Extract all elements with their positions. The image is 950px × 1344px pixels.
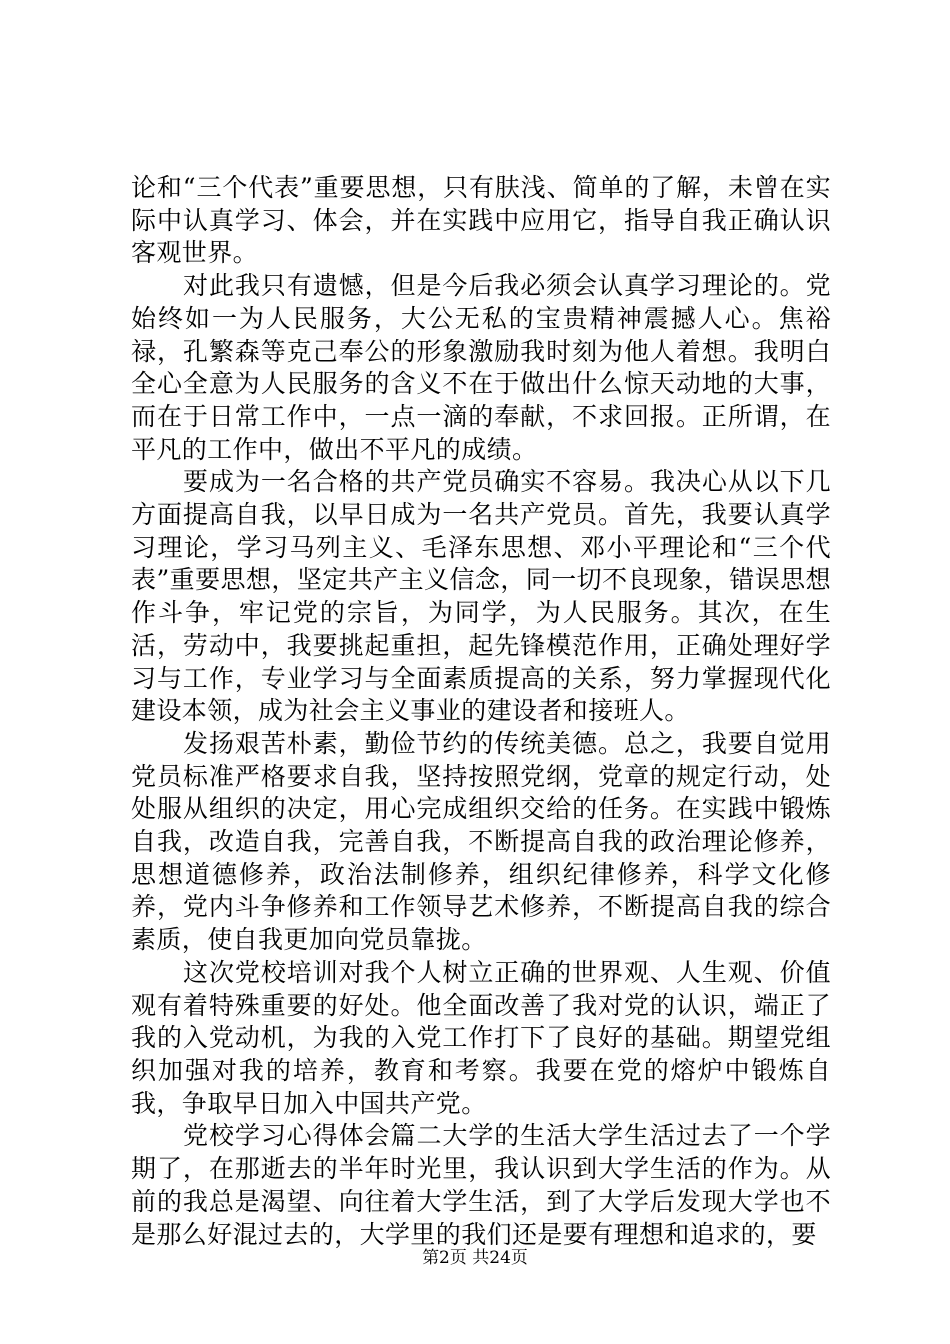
paragraph-1: 论和“三个代表”重要思想，只有肤浅、简单的了解，未曾在实际中认真学习、体会，并在实践中应用它，指导自我正确认识客观世界。 <box>131 173 831 268</box>
page-footer: 第2页 共24页 <box>422 1248 528 1268</box>
paragraph-5: 这次党校培训对我个人树立正确的世界观、人生观、价值观有着特殊重要的好处。他全面改善了我对党的认识，端正了我的入党动机，为我的入党工作打下了良好的基础。期望党组织加强对我的培养，教育和考察。我要在党的熔炉中锻炼自我，争取早日加入中国共产党。 <box>131 957 831 1118</box>
paragraph-3: 要成为一名合格的共产党员确实不容易。我决心从以下几方面提高自我，以早日成为一名共产党员。首先，我要认真学习理论，学习马列主义、毛泽东思想、邓小平理论和“三个代表”重要思想，坚定共产主义信念，同一切不良现象，错误思想作斗争，牢记党的宗旨，为同学，为人民服务。其次，在生活，劳动中，我要挑起重担，起先锋模范作用，正确处理好学习与工作，专业学习与全面素质提高的关系，努力掌握现代化建设本领，成为社会主义事业的建设者和接班人。 <box>131 467 831 726</box>
body-text <box>131 172 831 1251</box>
paragraph-6: 党校学习心得体会篇二大学的生活大学生活过去了一个学期了，在那逝去的半年时光里，我认识到大学生活的作为。从前的我总是渴望、向往着大学生活，到了大学后发现大学也不是那么好混过去的，大学里的我们还是要有理想和追求的，要 <box>131 1121 831 1249</box>
paragraph-4: 发扬艰苦朴素，勤俭节约的传统美德。总之，我要自觉用党员标准严格要求自我，坚持按照党纲，党章的规定行动，处处服从组织的决定，用心完成组织交给的任务。在实践中锻炼自我，改造自我，完善自我，不断提高自我的政治理论修养，思想道德修养，政治法制修养，组织纪律修养，科学文化修养，党内斗争修养和工作领导艺术修养，不断提高自我的综合素质，使自我更加向党员靠拢。 <box>131 728 831 955</box>
paragraph-2: 对此我只有遗憾，但是今后我必须会认真学习理论的。党始终如一为人民服务，大公无私的宝贵精神震撼人心。焦裕禄，孔繁森等克己奉公的形象激励我时刻为他人着想。我明白全心全意为人民服务的含义不在于做出什么惊天动地的大事，而在于日常工作中，一点一滴的奉献，不求回报。正所谓，在平凡的工作中，做出不平凡的成绩。 <box>131 271 831 464</box>
